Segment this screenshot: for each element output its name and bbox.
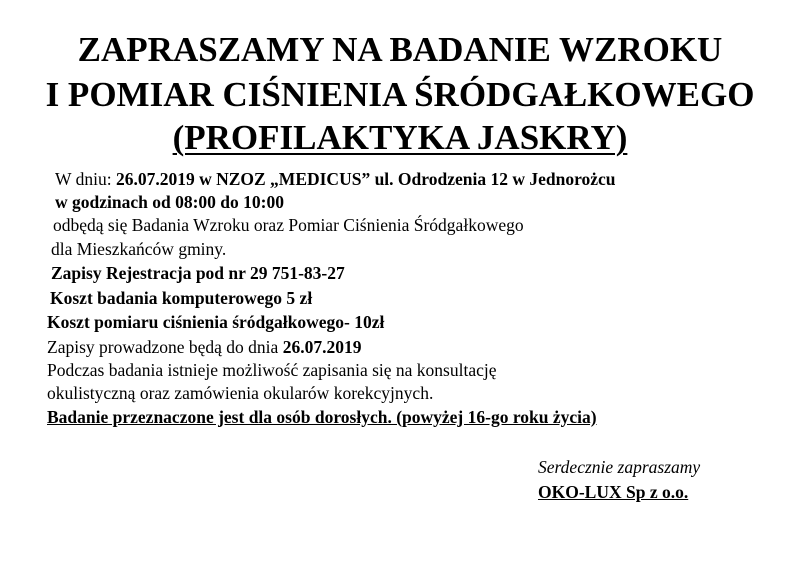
cost-computer-line: Koszt badania komputerowego 5 zł xyxy=(50,288,313,308)
registration-line: Zapisy Rejestracja pod nr 29 751-83-27 xyxy=(51,263,345,283)
exam-line: odbędą się Badania Wzroku oraz Pomiar Ciśnienia Śródgałkowego xyxy=(53,215,524,235)
title-line-1: ZAPRASZAMY NA BADANIE WZROKU xyxy=(77,30,723,69)
date-prefix: W dniu: xyxy=(55,169,116,189)
date-line xyxy=(55,168,616,190)
adults-note: Badanie przeznaczone jest dla osób dorosłych. (powyżej 16-go roku życia) xyxy=(47,407,597,427)
signature-company: OKO-LUX Sp z o.o. xyxy=(538,482,689,502)
signature-greeting: Serdecznie zapraszamy xyxy=(538,457,701,477)
date-details: 26.07.2019 w NZOZ „MEDICUS” ul. Odrodzenia 12 w Jednorożcu xyxy=(115,169,616,189)
title-line-3: (PROFILAKTYKA JASKRY) xyxy=(172,118,628,157)
signup-line xyxy=(47,336,361,358)
signup-prefix: Zapisy prowadzone będą do dnia xyxy=(47,337,283,357)
signup-date: 26.07.2019 xyxy=(282,337,362,357)
hours-line: w godzinach od 08:00 do 10:00 xyxy=(55,192,284,212)
consult-line-2: okulistyczną oraz zamówienia okularów korekcyjnych. xyxy=(47,383,434,403)
consult-line-1: Podczas badania istnieje możliwość zapisania się na konsultację xyxy=(47,360,497,380)
residents-line: dla Mieszkańców gminy. xyxy=(51,239,227,259)
cost-pressure-line: Koszt pomiaru ciśnienia śródgałkowego- 10zł xyxy=(47,312,385,332)
title-line-2: I POMIAR CIŚNIENIA ŚRÓDGAŁKOWEGO xyxy=(45,75,755,114)
